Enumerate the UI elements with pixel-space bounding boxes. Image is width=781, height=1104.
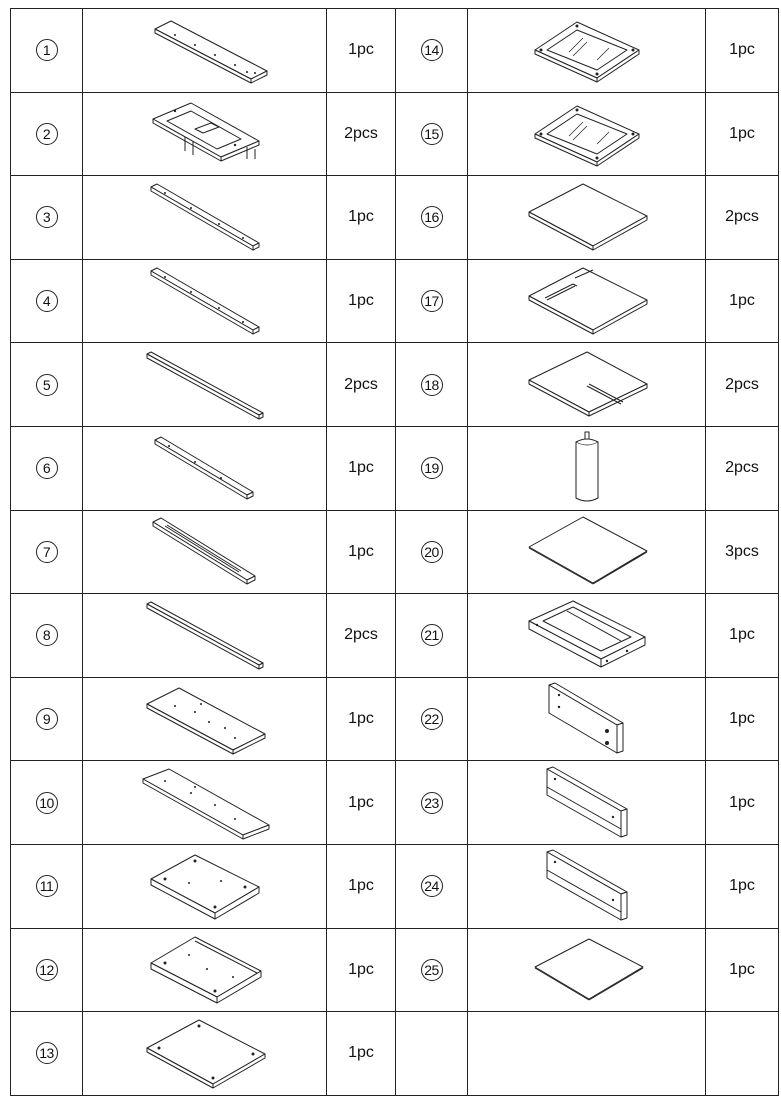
part-number-cell [11, 928, 83, 1012]
drilled-panel-icon [135, 849, 275, 923]
glass-door-frame-icon [517, 98, 657, 170]
quantity-cell: 1pc [327, 426, 396, 510]
quantity-cell: 1pc [327, 1012, 396, 1096]
part-number: 10 [36, 792, 58, 814]
part-number: 3 [36, 206, 58, 228]
drilled-panel-icon [135, 682, 275, 756]
quantity-cell: 1pc [327, 9, 396, 93]
part-number: 17 [421, 290, 443, 312]
quantity-cell: 1pc [327, 176, 396, 260]
part-number: 5 [36, 374, 58, 396]
quantity-cell: 1pc [327, 259, 396, 343]
part-number-cell [11, 92, 83, 176]
table-row [11, 176, 779, 260]
part-number-cell [11, 176, 83, 260]
part-number: 8 [36, 624, 58, 646]
table-row [11, 259, 779, 343]
part-number-cell [396, 92, 468, 176]
slotted-panel-icon [517, 262, 657, 340]
part-number: 22 [421, 708, 443, 730]
part-image-cell [83, 343, 327, 427]
quantity-cell: 2pcs [706, 426, 779, 510]
part-number-cell [396, 426, 468, 510]
empty-cell [396, 1012, 468, 1096]
rail-icon [135, 432, 275, 504]
part-number-cell [396, 9, 468, 93]
part-image-cell [83, 928, 327, 1012]
quantity-cell: 1pc [706, 259, 779, 343]
part-image-cell [468, 594, 706, 678]
quantity-cell: 1pc [327, 510, 396, 594]
drilled-panel-icon [135, 1016, 275, 1090]
part-image-cell [83, 761, 327, 845]
quantity-cell: 2pcs [706, 343, 779, 427]
part-number: 6 [36, 457, 58, 479]
quantity-cell: 1pc [706, 594, 779, 678]
quantity-cell: 1pc [706, 677, 779, 761]
quantity-cell: 1pc [327, 677, 396, 761]
part-number: 16 [421, 206, 443, 228]
part-number: 25 [421, 959, 443, 981]
part-number: 12 [36, 959, 58, 981]
empty-cell [468, 1012, 706, 1096]
part-number-cell [396, 510, 468, 594]
quantity-cell: 2pcs [706, 176, 779, 260]
part-number-cell [396, 259, 468, 343]
part-number-cell [11, 761, 83, 845]
quantity-cell: 1pc [327, 761, 396, 845]
drilled-panel-icon [135, 933, 275, 1007]
part-image-cell [468, 343, 706, 427]
drawer-back-icon [537, 765, 637, 841]
part-number-cell [11, 677, 83, 761]
part-image-cell [468, 176, 706, 260]
part-number-cell [396, 677, 468, 761]
part-number: 20 [421, 541, 443, 563]
part-number-cell [11, 426, 83, 510]
empty-cell [706, 1012, 779, 1096]
shelf-panel-icon [517, 178, 657, 256]
table-row [11, 510, 779, 594]
rail-icon [135, 181, 275, 253]
glass-door-frame-icon [517, 14, 657, 86]
part-number-cell [396, 594, 468, 678]
part-number: 14 [421, 39, 443, 61]
part-number-cell [396, 928, 468, 1012]
long-panel-icon [135, 15, 275, 85]
part-image-cell [468, 9, 706, 93]
quantity-cell: 3pcs [706, 510, 779, 594]
part-number: 21 [421, 624, 443, 646]
rail-icon [135, 265, 275, 337]
part-number-cell [396, 176, 468, 260]
part-number-cell [396, 343, 468, 427]
quantity-cell: 1pc [327, 928, 396, 1012]
grooved-rail-icon [135, 516, 275, 588]
leg-icon [567, 430, 607, 506]
part-image-cell [468, 761, 706, 845]
part-image-cell [468, 928, 706, 1012]
part-number-cell [11, 594, 83, 678]
part-image-cell [83, 9, 327, 93]
part-number-cell [11, 844, 83, 928]
part-image-cell [83, 1012, 327, 1096]
quantity-cell: 1pc [706, 761, 779, 845]
table-row [11, 1012, 779, 1096]
drawer-back-icon [537, 848, 637, 924]
part-number: 13 [36, 1042, 58, 1064]
table-row [11, 677, 779, 761]
table-row [11, 92, 779, 176]
part-number-cell [11, 259, 83, 343]
part-image-cell [468, 510, 706, 594]
part-number: 2 [36, 123, 58, 145]
part-number-cell [11, 9, 83, 93]
part-number: 23 [421, 792, 443, 814]
part-number-cell [11, 343, 83, 427]
quantity-cell: 1pc [706, 844, 779, 928]
part-image-cell [83, 510, 327, 594]
part-image-cell [83, 176, 327, 260]
part-number: 11 [36, 875, 58, 897]
table-row [11, 928, 779, 1012]
thin-panel-icon [517, 513, 657, 591]
part-number-cell [11, 1012, 83, 1096]
part-number-cell [11, 510, 83, 594]
part-number: 19 [421, 457, 443, 479]
part-number: 1 [36, 39, 58, 61]
part-number: 15 [421, 123, 443, 145]
slotted-panel-icon [517, 346, 657, 424]
parts-list-table [10, 8, 779, 1096]
part-image-cell [468, 259, 706, 343]
rail-icon [135, 599, 275, 671]
part-image-cell [83, 92, 327, 176]
table-row [11, 426, 779, 510]
rail-icon [135, 349, 275, 421]
part-image-cell [83, 594, 327, 678]
part-number: 4 [36, 290, 58, 312]
table-row [11, 9, 779, 93]
part-image-cell [83, 844, 327, 928]
quantity-cell: 2pcs [327, 92, 396, 176]
part-number: 24 [421, 875, 443, 897]
quantity-cell: 1pc [706, 928, 779, 1012]
part-image-cell [83, 426, 327, 510]
part-number: 9 [36, 708, 58, 730]
part-number: 7 [36, 541, 58, 563]
quantity-cell: 2pcs [327, 594, 396, 678]
quantity-cell: 1pc [706, 92, 779, 176]
table-row [11, 761, 779, 845]
part-image-cell [468, 426, 706, 510]
table-row [11, 844, 779, 928]
quantity-cell: 1pc [327, 844, 396, 928]
table-row [11, 343, 779, 427]
drawer-side-icon [537, 681, 637, 757]
part-image-cell [468, 92, 706, 176]
quantity-cell: 2pcs [327, 343, 396, 427]
part-image-cell [468, 844, 706, 928]
part-number: 18 [421, 374, 443, 396]
quantity-cell: 1pc [706, 9, 779, 93]
part-number-cell [396, 761, 468, 845]
part-image-cell [468, 677, 706, 761]
part-number-cell [396, 844, 468, 928]
part-image-cell [83, 677, 327, 761]
part-image-cell [83, 259, 327, 343]
base-frame-icon [517, 597, 657, 673]
drilled-panel-icon [135, 765, 275, 841]
side-frame-icon [135, 97, 275, 171]
thin-panel-icon [527, 935, 647, 1005]
table-row [11, 594, 779, 678]
